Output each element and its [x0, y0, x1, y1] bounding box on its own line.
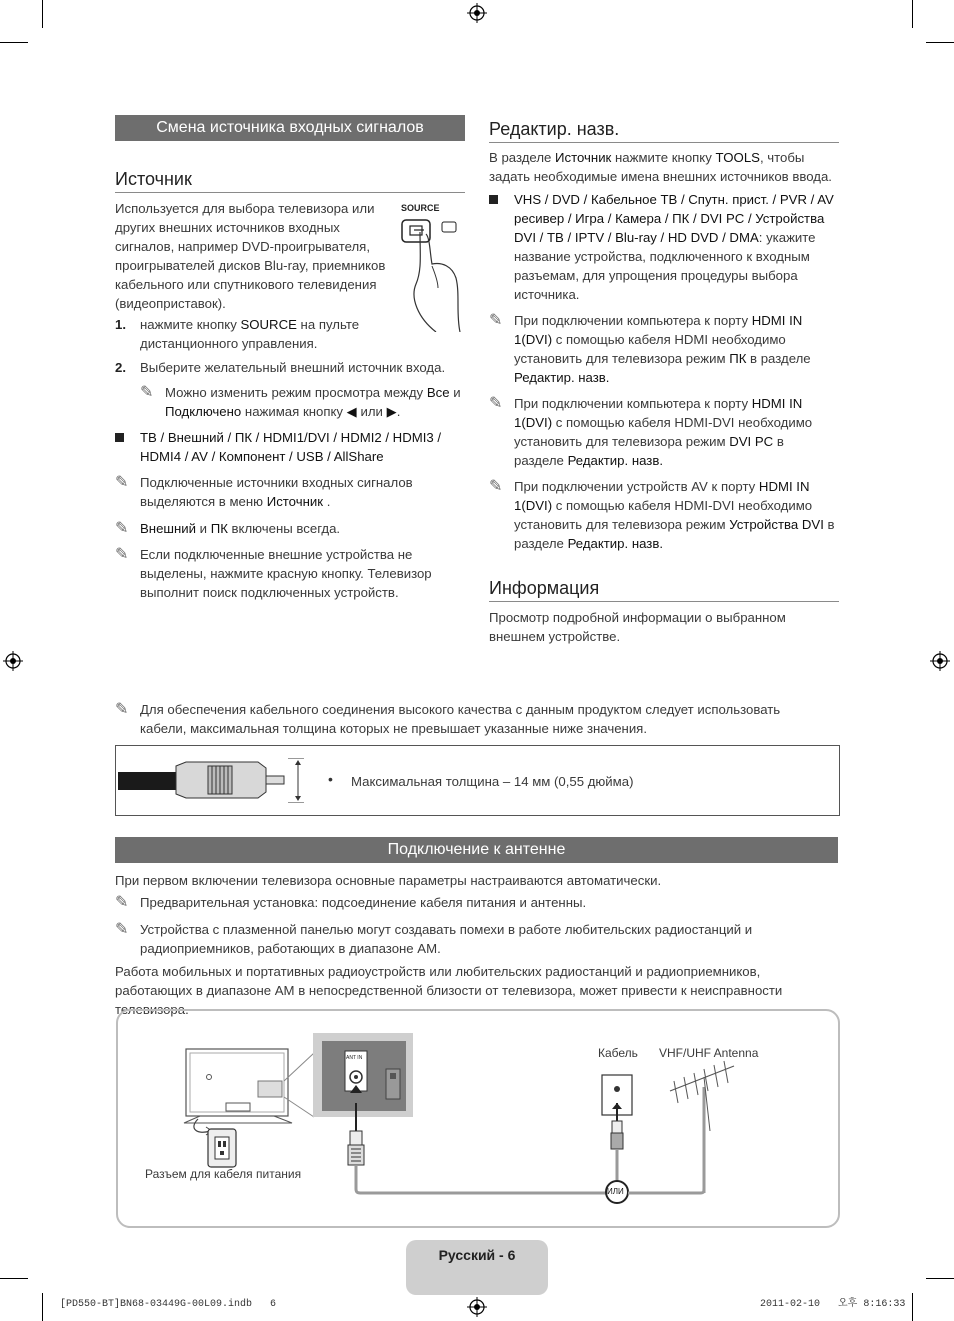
antenna-label: VHF/UHF Antenna: [659, 1046, 759, 1060]
cable-max-thickness: Максимальная толщина – 14 мм (0,55 дюйма): [351, 774, 634, 789]
hdmi-port-label: HDMI IN 1(DVI): [514, 396, 803, 430]
cable-label: Кабель: [598, 1046, 638, 1060]
step-1-text: нажмите кнопку: [140, 317, 241, 332]
note-icon: ✎: [115, 546, 129, 563]
note-text: и: [196, 521, 211, 536]
crop-mark: [42, 0, 43, 28]
note-text: нажимая кнопку: [241, 404, 347, 419]
step-2-text: Выберите желательный внешний источник входа.: [140, 360, 446, 375]
crop-mark: [912, 1293, 913, 1321]
note-text: Можно изменить режим просмотра между: [165, 385, 427, 400]
note-preset: [115, 893, 838, 912]
section-bar-input-source: Смена источника входных сигналов: [115, 115, 465, 141]
registration-mark-icon: [930, 651, 950, 671]
note-cable-thickness: [115, 700, 805, 738]
hdmi-port-label: HDMI IN 1(DVI): [514, 313, 803, 347]
edit-name-label: Редактир. назв.: [567, 536, 664, 551]
external-label: Внешний: [140, 521, 197, 536]
bullet-square-icon: [489, 195, 498, 204]
crop-mark: [0, 1278, 28, 1279]
crop-mark: [912, 0, 913, 28]
edit-intro-text: нажмите кнопку: [611, 150, 716, 165]
note-text: .: [396, 404, 401, 419]
dvi-devices-label: Устройства DVI: [729, 517, 824, 532]
tools-key-label: TOOLS: [715, 150, 760, 165]
step-2: [115, 358, 465, 377]
note-hdmi-dvi-av: [489, 477, 839, 553]
dvi-pc-label: DVI PC: [729, 434, 774, 449]
registration-mark-icon: [467, 3, 487, 23]
page-number: Русский - 6: [438, 1247, 516, 1263]
antenna-warning: Работа мобильных и портативных радиоустройств или любительских радиостанций и радиоприемников, работающих в диапазоне AM в непосредственной близости от телевизора, может привести к неисправности телевизора.: [115, 964, 783, 1017]
cable-thickness-box: [115, 745, 840, 816]
heading-source: Источник: [115, 168, 465, 193]
note-icon: ✎: [489, 312, 503, 329]
note-text: Устройства с плазменной панелью могут создавать помехи в работе любительских радиостанций и радиоприемников, работающих в диапазоне AM.: [140, 922, 753, 956]
note-text: или: [356, 404, 387, 419]
page-number-box: [406, 1240, 548, 1295]
device-list-text: : укажите название устройства, подключенного к входным разъемам, для упрощения процедуры выбора источника.: [514, 230, 816, 302]
note-text: включены всегда.: [227, 521, 341, 536]
bullet-dot: •: [328, 771, 333, 787]
note-icon: ✎: [115, 921, 129, 938]
note-text: При подключении компьютера к порту: [514, 396, 752, 411]
note-icon: ✎: [140, 384, 154, 401]
device-name-list: [489, 190, 839, 304]
note-red-button: [115, 545, 445, 602]
note-icon: ✎: [115, 894, 129, 911]
note-hdmi-pc: [489, 311, 819, 387]
note-text: с помощью кабеля HDMI-DVI необходимо установить для телевизора режим: [514, 415, 813, 449]
note-text: и: [449, 385, 461, 400]
antenna-intro: При первом включении телевизора основные параметры настраиваются автоматически.: [115, 873, 662, 888]
note-text: Для обеспечения кабельного соединения высокого качества с данным продуктом следует использовать кабели, максимальная толщина которых не превышает указанные ниже значения.: [140, 702, 781, 736]
note-text: Если подключенные внешние устройства не выделены, нажмите красную кнопку. Телевизор выполнит поиск подключенных устройств.: [140, 547, 432, 600]
note-text: При подключении устройств AV к порту: [514, 479, 759, 494]
note-icon: ✎: [489, 395, 503, 412]
source-menu-label: Источник: [266, 494, 324, 509]
step-1-text-end: на пульте дистанционного управления.: [140, 317, 360, 351]
crop-mark: [42, 1293, 43, 1321]
registration-mark-icon: [3, 651, 23, 671]
power-connector-label: Разъем для кабеля питания: [145, 1167, 302, 1181]
antenna-connection-diagram: [116, 1009, 840, 1228]
source-intro: Используется для выбора телевизора или других внешних источников входных сигналов, например DVD-проигрывателя, проигрывателей дисков Blu-ray, приемников кабельного или спутникового телевидения (видеоприставок).: [115, 201, 386, 311]
mode-connected-label: Подключено: [165, 404, 242, 419]
note-plasma-interference: [115, 920, 805, 958]
note-text: Подключенные источники входных сигналов выделяются в меню: [140, 475, 413, 509]
print-file-info: [PD550-BT]BN68-03449G-00L09.indb 6: [60, 1299, 277, 1310]
mode-all-label: Все: [426, 385, 450, 400]
finger-press-icon: [396, 214, 466, 332]
coax-cable-icon: [118, 758, 313, 803]
right-arrow-icon: ▶: [386, 404, 397, 419]
ant-in-label: ANT IN: [346, 1055, 363, 1061]
or-label: ИЛИ: [607, 1187, 624, 1196]
note-hdmi-dvi-pc: [489, 394, 819, 470]
pc-label: ПК: [210, 521, 228, 536]
crop-mark: [0, 42, 28, 43]
hdmi-port-label: HDMI IN 1(DVI): [514, 479, 810, 513]
edit-intro-text: В разделе: [489, 150, 556, 165]
step-2-number: 2.: [115, 360, 126, 375]
registration-mark-icon: [467, 1297, 487, 1317]
note-icon: ✎: [115, 520, 129, 537]
source-list: [115, 428, 465, 466]
source-list-text: ТВ / Внешний / ПК / HDMI1/DVI / HDMI2 / HDMI3 / HDMI4 / AV / Компонент / USB / AllShare: [140, 430, 442, 464]
left-arrow-icon: ◀: [346, 404, 357, 419]
note-text: в разделе: [514, 517, 835, 551]
step-1-number: 1.: [115, 317, 126, 332]
information-text: Просмотр подробной информации о выбранном внешнем устройстве.: [489, 610, 786, 644]
note-text: в разделе: [514, 434, 784, 468]
note-highlighted: [115, 473, 415, 511]
edit-name-label: Редактир. назв.: [514, 370, 610, 385]
heading-edit-name: Редактир. назв.: [489, 118, 839, 143]
source-button-label: SOURCE: [401, 203, 440, 213]
edit-intro-text: , чтобы задать необходимые имена внешних источников ввода.: [489, 150, 832, 184]
note-text: .: [323, 494, 331, 509]
note-icon: ✎: [115, 474, 129, 491]
remote-source-illustration: [396, 202, 466, 332]
pc-mode-label: ПК: [729, 351, 747, 366]
note-text: При подключении компьютера к порту: [514, 313, 752, 328]
print-date-info: 2011-02-10 오후 8:16:33: [760, 1299, 906, 1310]
edit-intro: [489, 148, 839, 186]
step-1: [115, 315, 390, 353]
crop-mark: [926, 42, 954, 43]
note-view-mode: [140, 383, 465, 421]
heading-information: Информация: [489, 577, 839, 602]
crop-mark: [926, 1278, 954, 1279]
source-key-label: SOURCE: [240, 317, 297, 332]
source-label: Источник: [555, 150, 612, 165]
note-icon: ✎: [489, 478, 503, 495]
note-icon: ✎: [115, 701, 129, 718]
edit-name-label: Редактир. назв.: [567, 453, 664, 468]
section-bar-antenna: Подключение к антенне: [115, 837, 838, 863]
note-always-on: [115, 519, 465, 538]
device-names: VHS / DVD / Кабельное ТВ / Спутн. прист. / PVR / AV ресивер / Игра / Камера / ПК / DVI PC / Устройства DVI / ТВ / IPTV / Blu-ray / HD DVD / DMA: [514, 192, 834, 245]
note-text: с помощью кабеля HDMI необходимо установить для телевизора режим: [514, 332, 786, 366]
note-text: Предварительная установка: подсоединение кабеля питания и антенны.: [140, 895, 587, 910]
note-text: с помощью кабеля HDMI-DVI необходимо установить для телевизора режим: [514, 498, 813, 532]
note-text: в разделе: [746, 351, 811, 366]
bullet-square-icon: [115, 433, 124, 442]
